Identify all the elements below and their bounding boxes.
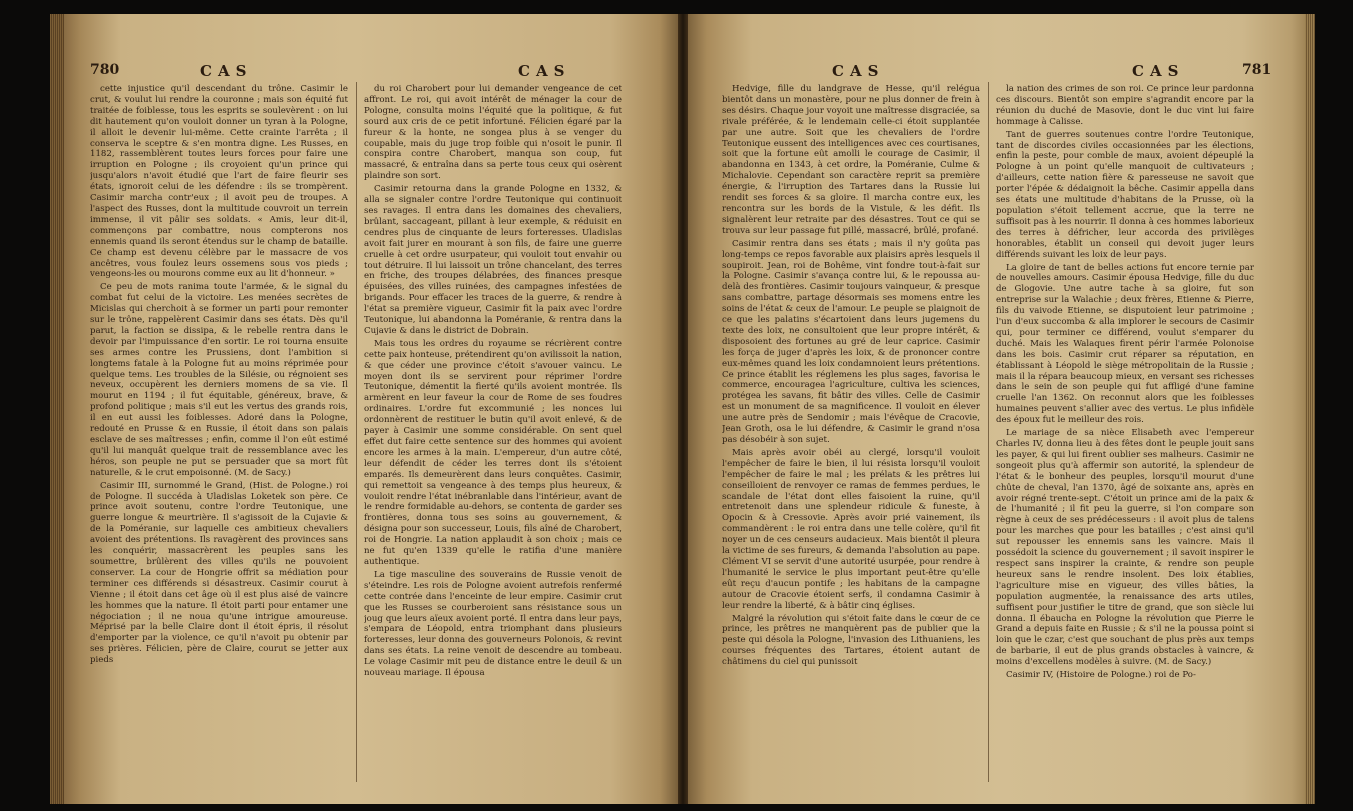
running-head-left-2: CAS	[518, 62, 571, 80]
paragraph: Malgré la révolution qui s'étoit faite dans le cœur de ce prince, les prêtres ne manquèrent pas de publier que la peste qui désola la Pologne, l'invasion des Lithuaniens, les courses fréquentes des Tartares, étoient autant de châtimens du ciel qui punissoit	[722, 613, 980, 668]
paragraph: Casimir retourna dans la grande Pologne en 1332, & alla se signaler contre l'ordre Teutonique qui continuoit ses ravages. Il entra dans les domaines des chevaliers, brûlant, saccageant, pillant à leur exemple, & réduisit en cendres plus de cinquante de leurs forteresses. Uladislas avoit fait jurer en mourant à son fils, de faire une guerre cruelle à cet ordre usurpateur, qui vouloit tout envahir ou tout détruire. Il lui laissoit un trône chancelant, des terres en friche, des troupes délabrées, des finances presque épuisées, des villes ruinées, des campagnes infestées de brigands. Pour effacer les traces de la guerre, & rendre à l'état sa première vigueur, Casimir fit la paix avec l'ordre Teutonique, lui abandonna la Poméranie, & rentra dans la Cujavie & dans le district de Dobrain.	[364, 184, 622, 336]
paragraph: Tant de guerres soutenues contre l'ordre Teutonique, tant de discordes civiles occasionnées par les élections, enfin la peste, pour comble de maux, avoient dépeuplé la Pologne à un point qu'elle manquoit de cultivateurs ; d'ailleurs, cette nation fière & paresseuse ne savoit que porter l'épée & dédaignoit la bêche. Casimir appella dans ses états une multitude d'habitans de la Prusse, où la population s'étoit tellement accrue, que la terre ne suffisoit pas à les nourrir. Il donna à ces hommes laborieux des terres à défricher, leur accorda des privilèges honorables, établit un conseil qui devoit juger leurs différends suivant les loix de leur pays.	[996, 129, 1254, 260]
page-number-left: 780	[90, 62, 120, 78]
page-number-right: 781	[1242, 62, 1272, 78]
paragraph: Le mariage de sa nièce Elisabeth avec l'empereur Charles IV, donna lieu à des fêtes dont le peuple jouit sans les payer, & qui lui firent oublier ses malheurs. Casimir ne songeoit plus qu'à affermir son autorité, la splendeur de l'état & le bonheur des peuples, lorsqu'il mourut d'une chûte de cheval, l'an 1370, âgé de soixante ans, après en avoir régné trente-sept. C'étoit un prince ami de la paix & de l'humanité ; il fit peu la guerre, si l'on compare son règne à ceux de ses prédécesseurs : il avoit plus de talens pour les marches que pour les batailles ; c'est ainsi qu'il sut repousser les ennemis sans les vaincre. Mais il possédoit la science du gouvernement ; il savoit inspirer le respect sans inspirer la crainte, & rendre son peuple heureux sans le rendre insolent. Des loix établies, l'agriculture mise en vigueur, des villes bâties, la population augmentée, la renaissance des arts utiles, suffisent pour justifier le titre de grand, que son siècle lui donna. Il ébaucha en Pologne la révolution que Pierre le Grand a depuis faite en Russie ; & s'il ne la poussa point si loin que le czar, c'est que souchant de plus près aux temps de barbarie, il eut de plus grands obstacles à vaincre, & moins d'excellens modèles à suivre. (M. de Sacy.)	[996, 428, 1254, 668]
paragraph: la nation des crimes de son roi. Ce prince leur pardonna ces discours. Bientôt son empire s'agrandit encore par la réunion du duché de Masovie, dont le duc vint lui faire hommage à Calisse.	[996, 84, 1254, 127]
running-head-right-2: CAS	[1132, 62, 1185, 80]
left-page	[50, 14, 682, 804]
right-column-2	[996, 84, 1254, 789]
paragraph: Hedvige, fille du landgrave de Hesse, qu'il relégua bientôt dans un monastère, pour ne plus donner de frein à ses désirs. Chaque jour voyoit une maîtresse disgraciée, sa rivale préférée, & le lendemain celle-ci étoit supplantée par une autre. Soit que les chevaliers de l'ordre Teutonique eussent des intelligences avec ces courtisanes, soit que la fortune eût amolli le courage de Casimir, il abandonna en 1343, à cet ordre, la Poméranie, Culme & Michalovie. Cependant son caractère reprit sa première énergie, & l'irruption des Tartares dans la Russie lui rendit ses forces & sa gloire. Il marcha contre eux, les rencontra sur les bords de la Vistule, & les défit. Ils signalèrent leur retraite par des désastres. Tout ce qui se trouva sur leur passage fut pillé, massacré, brûlé, profané.	[722, 84, 980, 236]
running-head-right-1: CAS	[832, 62, 885, 80]
column-rule	[988, 82, 989, 782]
open-book	[50, 14, 1315, 804]
page-edges-left	[50, 14, 64, 804]
paragraph: La gloire de tant de belles actions fut encore ternie par de nouvelles amours. Casimir épousa Hedvige, fille du duc de Glogovie. Une autre tache à sa gloire, fut son entreprise sur la Walachie ; deux frères, Etienne & Pierre, fils du vaivode Etienne, se disputoient leur patrimoine ; l'un d'eux succomba & alla implorer le secours de Casimir qui, pour terminer ce différend, voulut s'emparer du duché. Mais les Walaques firent périr l'armée Polonoise dans les bois. Casimir crut réparer sa réputation, en établissant à Léopold le siège métropolitain de la Russie ; mais il la répara beaucoup mieux, en versant ses richesses dans le sein de son peuple qui fut affligé d'une famine cruelle l'an 1362. On reconnut alors que les foiblesses humaines peuvent s'allier avec des vertus. Le plus infidèle des époux fut le meilleur des rois.	[996, 262, 1254, 426]
paragraph: Casimir IV, (Histoire de Pologne.) roi de Po-	[1006, 670, 1196, 681]
right-page	[682, 14, 1315, 804]
running-head-left-1: CAS	[200, 62, 253, 80]
paragraph: du roi Charobert pour lui demander vengeance de cet affront. Le roi, qui avoit intérêt de ménager la cour de Pologne, consulta moins l'équité que la politique, & fut sourd aux cris de ce petit infortuné. Félicien égaré par la fureur & la honte, ne songea plus à se venger du coupable, mais du juge trop foible qui n'osoit le punir. Il conspira contre Charobert, manqua son coup, fut massacré, & entraîna dans sa perte tous ceux qui osèrent plaindre son sort.	[364, 84, 622, 182]
book-gutter	[678, 14, 688, 804]
paragraph: Mais tous les ordres du royaume se récrièrent contre cette paix honteuse, prétendirent qu'on avilissoit la nation, & que céder une province c'étoit s'avouer vaincu. Le moyen dont ils se servirent pour réprimer l'ordre Teutonique, démentit la fierté qu'ils avoient montrée. Ils armèrent en leur faveur la cour de Rome de ses foudres ordinaires. L'ordre fut excommunié ; les nonces lui ordonnèrent de restituer le butin qu'il avoit enlevé, & de payer à Casimir une somme considérable. On sent quel effet dut faire cette sentence sur des hommes qui avoient encore les armes à la main. L'empereur, d'un autre côté, leur défendit de céder les terres dont ils s'étoient emparés. Ils demeurèrent dans leurs conquêtes. Casimir, qui remettoit sa vengeance à des temps plus heureux, & vouloit rendre l'état inébranlable dans l'intérieur, avant de le rendre formidable au-dehors, se contenta de garder ses frontières, donna tous ses soins au gouvernement, & désigna pour son successeur, Louis, fils aîné de Charobert, roi de Hongrie. La nation applaudit à son choix ; mais ce ne fut qu'en 1339 qu'elle le ratifia d'une manière authentique.	[364, 338, 622, 567]
paragraph: Ce peu de mots ranima toute l'armée, & le signal du combat fut celui de la victoire. Les menées secrètes de Micislas qui cherchoit à se former un parti pour remonter sur le trône, rappelèrent Casimir dans ses états. Dès qu'il parut, la faction se dissipa, & le rebelle rentra dans le devoir par l'impuissance d'en sortir. Le roi tourna ensuite ses armes contre les Prussiens, dont l'ambition si longtems fatale à la Pologne fut au moins réprimée pour quelque tems. Les troubles de la Silésie, ou régnoient ses neveux, occupèrent les derniers momens de sa vie. Il mourut en 1194 ; il fut équitable, généreux, brave, & profond politique ; mais s'il eut les vertus des grands rois, il en eut aussi les foiblesses. Adoré dans la Pologne, redouté en Prusse & en Russie, il étoit dans son palais esclave de ses maîtresses ; enfin, comme il l'on eût estimé qu'il lui manquât quelque trait de ressemblance avec les héros, son peuple ne put se persuader que sa mort fût naturelle, & le crut empoisonné. (M. de Sacy.)	[90, 282, 348, 478]
paragraph: cette injustice qu'il descendant du trône. Casimir le crut, & voulut lui rendre la couronne ; mais son équité fut traitée de foiblesse, tous les esprits se soulevèrent : on lui dit hautement qu'on vouloit donner un tyran à la Pologne, il alloit le devenir lui-même. Cette crainte l'arrêta ; il conserva le sceptre & s'en montra digne. Les Russes, en 1182, rassemblèrent toutes leurs forces pour faire une irruption en Pologne ; ils croyoient qu'un prince qui jusqu'alors n'avoit étudié que l'art de faire fleurir ses états, ignoroit celui de les défendre : ils se trompèrent. Casimir marcha contr'eux ; il avoit peu de troupes. A l'aspect des Russes, dont la multitude couvroit un terrein immense, il vit pâlir ses soldats. « Amis, leur dit-il, commençons par combattre, nous compterons nos ennemis quand ils seront étendus sur le champ de bataille. Ce champ est devenu célèbre par le massacre de vos ancêtres, vous foulez leurs ossemens sous vos pieds ; vengeons-les ou mourons comme eux au lit d'honneur. »	[90, 84, 348, 280]
left-column-2	[364, 84, 622, 789]
page-edges-right	[1305, 14, 1315, 804]
paragraph: Casimir rentra dans ses états ; mais il n'y goûta pas long-temps ce repos favorable aux plaisirs après lesquels il soupiroit. Jean, roi de Bohême, vint fondre tout-à-fait sur la Pologne. Casimir s'avança contre lui, & le repoussa au-delà des frontières. Casimir toujours vainqueur, & presque sans combattre, partage désormais ses momens entre les soins de l'état & ceux de l'amour. Le peuple se plaignoit de ce que les palatins s'écartoient dans leurs jugemens du texte des loix, ne consultoient que leur propre intérêt, & disposoient des fortunes au gré de leur caprice. Casimir les força de juger d'après les loix, & de prononcer contre eux-mêmes quand les loix condamnoient leurs prétentions. Ce prince établit les réglemens les plus sages, favorisa le commerce, encouragea l'agriculture, cultiva les sciences, protégea les savans, fit bâtir des villes. Celle de Casimir est un monument de sa magnificence. Il vouloit en élever une autre près de Sendomir ; mais l'évêque de Cracovie, Jean Groth, osa le lui défendre, & Casimir le grand n'osa pas désobéir à son sujet.	[722, 238, 980, 445]
paragraph: Casimir III, surnommé le Grand, (Hist. de Pologne.) roi de Pologne. Il succéda à Uladislas Loketek son père. Ce prince avoit soutenu, contre l'ordre Teutonique, une guerre longue & meurtrière. Il s'agissoit de la Cujavie & de la Poméranie, sur laquelle ces ambitieux chevaliers avoient des prétentions. Ils ravagèrent des provinces sans les conquérir, massacrèrent les peuples sans les soumettre, brûlèrent des villes qu'ils ne pouvoient conserver. La cour de Hongrie offrit sa médiation pour terminer ces différends si désastreux. Casimir courut à Vienne ; il étoit dans cet âge où il est plus aisé de vaincre les hommes que la nature. Il étoit parti pour entamer une négociation ; il ne noua qu'une intrigue amoureuse. Méprisé par la belle Claire dont il étoit épris, il résolut d'emporter par la violence, ce qu'il n'avoit pu obtenir par ses prières. Félicien, père de Claire, courut se jetter aux pieds	[90, 480, 348, 666]
left-column-1	[90, 84, 348, 789]
column-rule	[356, 82, 357, 782]
right-column-1	[722, 84, 980, 789]
paragraph: Mais après avoir obéi au clergé, lorsqu'il vouloit l'empêcher de faire le bien, il lui résista lorsqu'il vouloit l'empêcher de faire le mal ; les prélats & les prêtres lui conseilloient de renvoyer ce ramas de femmes perdues, le scandale de l'état dont elles faisoient la ruine, qu'il entretenoit dans une splendeur ridicule & funeste, à Opocin & à Cressovie. Après avoir prié vainement, ils commandèrent : le roi entra dans une telle colère, qu'il fit noyer un de ces censeurs audacieux. Mais bientôt il pleura la victime de ses fureurs, & demanda l'absolution au pape. Clément VI se servit d'une autorité usurpée, pour rendre à l'humanité le service le plus important peut-être qu'elle eût reçu d'aucun pontife ; les habitans de la campagne autour de Cracovie étoient serfs, il condamna Casimir à leur rendre la liberté, & à bâtir cinq églises.	[722, 447, 980, 611]
paragraph: La tige masculine des souverains de Russie venoit de s'éteindre. Les rois de Pologne avoient autrefois renfermé cette contrée dans l'enceinte de leur empire. Casimir crut que les Russes se courberoient sans résistance sous un joug que leurs aïeux avoient porté. Il entra dans leur pays, s'empara de Léopold, entra triomphant dans plusieurs forteresses, leur donna des gouverneurs Polonois, & revint dans ses états. La reine venoit de descendre au tombeau. Le volage Casimir mit peu de distance entre le deuil & un nouveau mariage. Il épousa	[364, 569, 622, 679]
